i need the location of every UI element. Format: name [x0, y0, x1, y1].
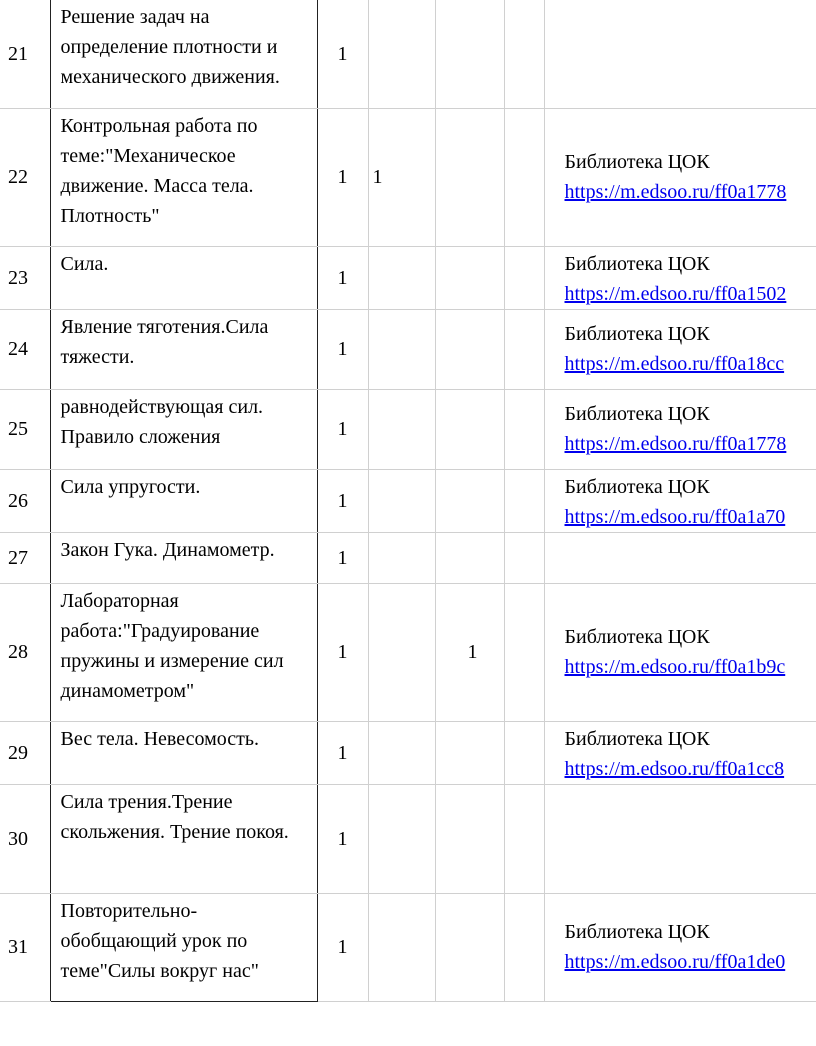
date-cell: [504, 583, 544, 721]
resource-cell: [544, 469, 816, 532]
resource-cell: [544, 893, 816, 1001]
total-hours: 1: [317, 246, 368, 309]
table-row: [0, 309, 816, 389]
total-hours: 1: [317, 0, 368, 108]
resource-cell: [544, 721, 816, 784]
resource-link[interactable]: https://m.edsoo.ru/ff0a1de0: [564, 951, 786, 973]
table-row: [0, 469, 816, 532]
date-cell: [504, 309, 544, 389]
control-hours: [368, 532, 435, 583]
lesson-number: 23: [0, 246, 50, 309]
practical-hours: [435, 532, 504, 583]
lesson-topic: Повторительно-обобщающий урок по теме"Силы вокруг нас": [50, 893, 317, 1001]
date-cell: [504, 721, 544, 784]
lesson-topic: Контрольная работа по теме:"Механическое движение. Масса тела. Плотность": [50, 108, 317, 246]
resource-label: Библиотека ЦОК: [564, 323, 710, 345]
resource-cell: [544, 784, 816, 893]
practical-hours: [435, 893, 504, 1001]
resource-label: Библиотека ЦОК: [564, 921, 710, 943]
control-hours: [368, 309, 435, 389]
date-cell: [504, 469, 544, 532]
total-hours: 1: [317, 469, 368, 532]
resource-link[interactable]: https://m.edsoo.ru/ff0a1778: [564, 181, 787, 203]
practical-hours: [435, 246, 504, 309]
table-row: [0, 532, 816, 583]
control-hours: [368, 0, 435, 108]
practical-hours: [435, 389, 504, 469]
lesson-topic: Закон Гука. Динамометр.: [50, 532, 317, 583]
date-cell: [504, 784, 544, 893]
practical-hours: [435, 0, 504, 108]
control-hours: [368, 721, 435, 784]
control-hours: [368, 583, 435, 721]
practical-hours: 1: [435, 583, 504, 721]
resource-cell: [544, 532, 816, 583]
date-cell: [504, 389, 544, 469]
lesson-number: 25: [0, 389, 50, 469]
resource-cell: [544, 389, 816, 469]
total-hours: 1: [317, 532, 368, 583]
lesson-topic: Сила.: [50, 246, 317, 309]
resource-label: Библиотека ЦОК: [564, 727, 710, 750]
resource-cell: [544, 0, 816, 108]
resource-link[interactable]: https://m.edsoo.ru/ff0a1778: [564, 433, 787, 455]
resource-cell: [544, 309, 816, 389]
practical-hours: [435, 721, 504, 784]
resource-label: Библиотека ЦОК: [564, 626, 710, 648]
control-hours: [368, 893, 435, 1001]
date-cell: [504, 108, 544, 246]
table-row: [0, 246, 816, 309]
lesson-number: 24: [0, 309, 50, 389]
lesson-number: 30: [0, 784, 50, 893]
date-cell: [504, 532, 544, 583]
resource-cell: [544, 108, 816, 246]
control-hours: 1: [368, 108, 435, 246]
lesson-topic: равнодействующая сил. Правило сложения: [50, 389, 317, 469]
lesson-number: 27: [0, 532, 50, 583]
resource-label: Библиотека ЦОК: [564, 151, 710, 173]
total-hours: 1: [317, 108, 368, 246]
date-cell: [504, 246, 544, 309]
lesson-topic: Явление тяготения.Сила тяжести.: [50, 309, 317, 389]
date-cell: [504, 0, 544, 108]
resource-cell: [544, 246, 816, 309]
resource-label: Библиотека ЦОК: [564, 403, 710, 425]
resource-link[interactable]: https://m.edsoo.ru/ff0a1502: [564, 282, 787, 305]
total-hours: 1: [317, 893, 368, 1001]
table-row: [0, 784, 816, 893]
date-cell: [504, 893, 544, 1001]
lesson-topic: Сила упругости.: [50, 469, 317, 532]
lesson-number: 22: [0, 108, 50, 246]
resource-link[interactable]: https://m.edsoo.ru/ff0a18cc: [564, 353, 785, 375]
control-hours: [368, 469, 435, 532]
total-hours: 1: [317, 583, 368, 721]
lesson-number: 21: [0, 0, 50, 108]
table-row: [0, 583, 816, 721]
table-row: [0, 108, 816, 246]
control-hours: [368, 784, 435, 893]
resource-cell: [544, 583, 816, 721]
total-hours: 1: [317, 784, 368, 893]
practical-hours: [435, 108, 504, 246]
table-row: [0, 721, 816, 784]
total-hours: 1: [317, 309, 368, 389]
resource-link[interactable]: https://m.edsoo.ru/ff0a1cc8: [564, 757, 785, 780]
table-row: [0, 389, 816, 469]
total-hours: 1: [317, 721, 368, 784]
lesson-topic: Лабораторная работа:"Градуирование пружины и измерение сил динамометром": [50, 583, 317, 721]
lesson-number: 31: [0, 893, 50, 1001]
practical-hours: [435, 784, 504, 893]
practical-hours: [435, 309, 504, 389]
lesson-number: 29: [0, 721, 50, 784]
lesson-topic: Сила трения.Трение скольжения. Трение покоя.: [50, 784, 317, 893]
lesson-number: 26: [0, 469, 50, 532]
resource-link[interactable]: https://m.edsoo.ru/ff0a1a70: [564, 505, 786, 528]
table-row: [0, 893, 816, 1001]
control-hours: [368, 246, 435, 309]
resource-link[interactable]: https://m.edsoo.ru/ff0a1b9c: [564, 656, 786, 678]
lesson-topic: Решение задач на определение плотности и механического движения.: [50, 0, 317, 108]
resource-label: Библиотека ЦОК: [564, 475, 710, 498]
resource-label: Библиотека ЦОК: [564, 252, 710, 275]
practical-hours: [435, 469, 504, 532]
table-row: [0, 0, 816, 108]
lesson-topic: Вес тела. Невесомость.: [50, 721, 317, 784]
control-hours: [368, 389, 435, 469]
total-hours: 1: [317, 389, 368, 469]
lesson-number: 28: [0, 583, 50, 721]
